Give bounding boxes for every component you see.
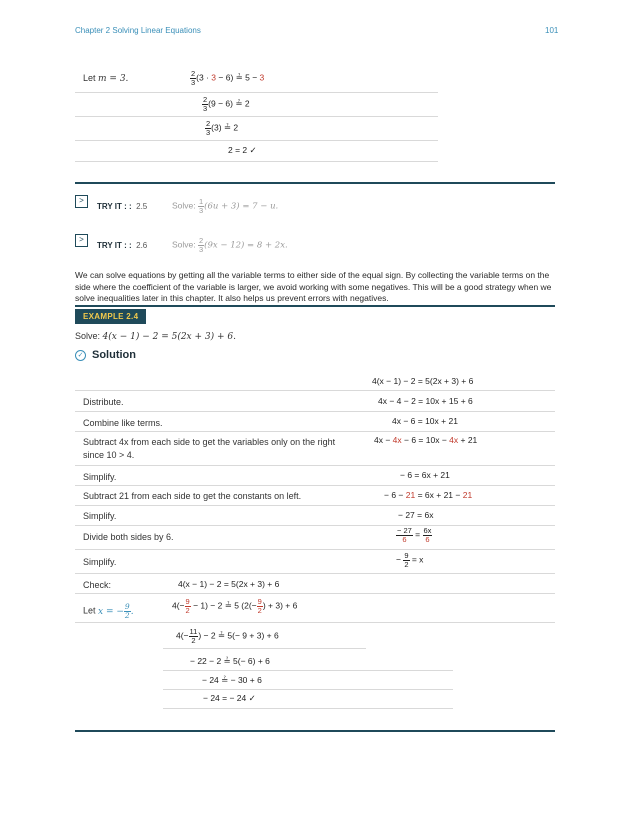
example-problem: Solve: 4(x − 1) − 2 = 5(2x + 3) + 6. xyxy=(75,331,236,342)
step-label: Subtract 4x from each side to get the variables only on the right since 10 > 4. xyxy=(83,437,336,460)
step-eq: − $\frac{9}{2}$ = x xyxy=(396,551,424,569)
step-eq: 4x − 4x − 6 = 10x − 4x + 21 xyxy=(374,435,478,445)
check-step-5: − 24 = − 24 ✓ xyxy=(203,693,256,703)
try-it-2-6-problem: Solve: $\frac{2}{3}$ (9x − 12) = 8 + 2x. xyxy=(172,236,288,254)
try-it-2-5: TRY IT : : 2.5 xyxy=(97,202,148,211)
let-expr: m = 3. xyxy=(98,74,129,84)
step-eq: − 6 = 6x + 21 xyxy=(400,470,450,480)
step-eq: − 27 = 6x xyxy=(398,510,434,520)
let-x-row: Let x = − $\frac{9}{2}$ . xyxy=(83,602,134,620)
fraction: $\frac{2}{3}$ xyxy=(191,69,196,87)
step-label: Subtract 21 from each side to get the constants on left. xyxy=(83,491,302,501)
chevron-right-icon[interactable]: > xyxy=(75,195,88,208)
try-it-2-5-problem: Solve: $\frac{1}{3}$ (6u + 3) = 7 − u. xyxy=(172,197,279,215)
step-label: Simplify. xyxy=(83,511,117,521)
check-equation: 4(x − 1) − 2 = 5(2x + 3) + 6 xyxy=(178,579,280,589)
check-label: Check: xyxy=(83,580,112,590)
step-label: Divide both sides by 6. xyxy=(83,532,174,542)
let-m-row xyxy=(83,73,128,84)
step-eq: $\frac{- 27}{6}$ = $\frac{6x}{6}$ xyxy=(397,526,432,544)
check-line-1: $\frac{2}{3}$ (3 · 3 − 6) ≟ 5 − 3 xyxy=(191,69,265,87)
check-step-1: 4(− $\frac{9}{2}$ − 1) − 2 ≟ 5 (2(− $\frac{9}{2}$ ) + 3) + 6 xyxy=(172,597,298,615)
check-line-2: $\frac{2}{3}$ (9 − 6) ≟ 2 xyxy=(203,95,250,113)
solution-title: Solution xyxy=(92,349,136,361)
check-line-4: 2 = 2 ✓ xyxy=(228,145,257,155)
try-it-2-6: TRY IT : : 2.6 xyxy=(97,241,148,250)
check-circle-icon: ✓ xyxy=(75,350,86,361)
chapter-header: Chapter 2 Solving Linear Equations xyxy=(75,26,201,35)
step-eq: 4x − 4 − 2 = 10x + 15 + 6 xyxy=(378,396,473,406)
step-label: Distribute. xyxy=(83,397,124,407)
step-label: Combine like terms. xyxy=(83,418,163,428)
example-badge: EXAMPLE 2.4 xyxy=(75,309,146,324)
body-paragraph: We can solve equations by getting all the variable terms to either side of the equal sign. By collecting the variable terms on the side where the coefficient of the variable is larger, we avoid working with some negatives. This will be a good strategy when we solve inequalities later in this chapter. It also helps us prevent errors with negatives. xyxy=(75,270,552,303)
check-step-4: − 24 ≟ − 30 + 6 xyxy=(202,675,262,685)
start-equation: 4(x − 1) − 2 = 5(2x + 3) + 6 xyxy=(372,376,474,386)
chevron-right-icon[interactable]: > xyxy=(75,234,88,247)
page-number: 101 xyxy=(545,26,559,35)
step-eq: 4x − 6 = 10x + 21 xyxy=(392,416,458,426)
check-step-3: − 22 − 2 ≟ 5(− 6) + 6 xyxy=(190,656,270,666)
step-label: Simplify. xyxy=(83,472,117,482)
check-line-3: $\frac{2}{3}$ (3) ≟ 2 xyxy=(206,119,239,137)
check-step-2: 4(− $\frac{11}{2}$ ) − 2 ≟ 5(− 9 + 3) + 6 xyxy=(176,627,279,645)
let-label: Let xyxy=(83,73,96,83)
step-label: Simplify. xyxy=(83,557,117,567)
step-eq: − 6 − 21 = 6x + 21 − 21 xyxy=(384,490,473,500)
